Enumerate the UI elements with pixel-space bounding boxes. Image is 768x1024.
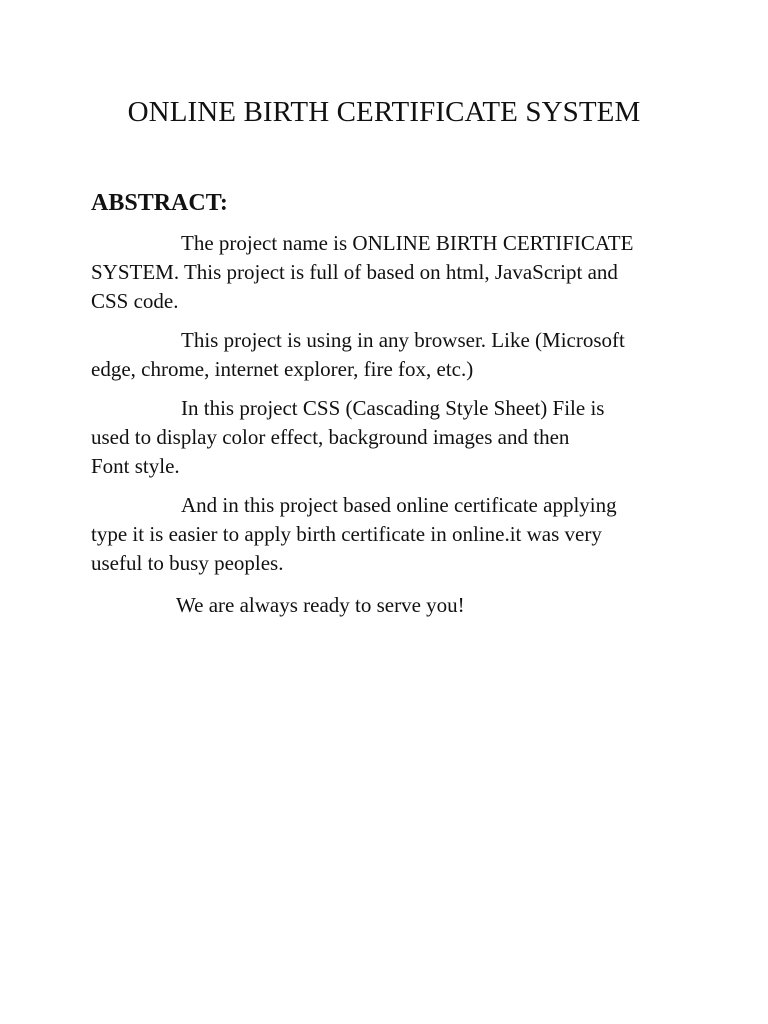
abstract-paragraph-4: [91, 491, 691, 578]
paragraph-line: This project is using in any browser. Like (Microsoft: [181, 328, 625, 352]
paragraph-line: In this project CSS (Cascading Style Sheet) File is: [181, 396, 605, 420]
paragraph-line: CSS code.: [91, 289, 179, 313]
paragraph-line: used to display color effect, background images and then: [91, 425, 570, 449]
paragraph-line: Font style.: [91, 454, 180, 478]
abstract-paragraph-1: [91, 229, 691, 316]
abstract-paragraph-2: [91, 326, 691, 384]
document-title: ONLINE BIRTH CERTIFICATE SYSTEM: [127, 96, 641, 128]
paragraph-line: useful to busy peoples.: [91, 551, 284, 575]
abstract-heading: ABSTRACT:: [91, 190, 228, 216]
closing-statement: We are always ready to serve you!: [176, 593, 465, 617]
paragraph-line: edge, chrome, internet explorer, fire fox, etc.): [91, 357, 474, 381]
paragraph-line: The project name is ONLINE BIRTH CERTIFICATE: [181, 231, 634, 255]
paragraph-line: SYSTEM. This project is full of based on html, JavaScript and: [91, 260, 618, 284]
paragraph-line: type it is easier to apply birth certificate in online.it was very: [91, 522, 602, 546]
paragraph-line: And in this project based online certificate applying: [181, 493, 617, 517]
abstract-paragraph-3: [91, 394, 691, 481]
